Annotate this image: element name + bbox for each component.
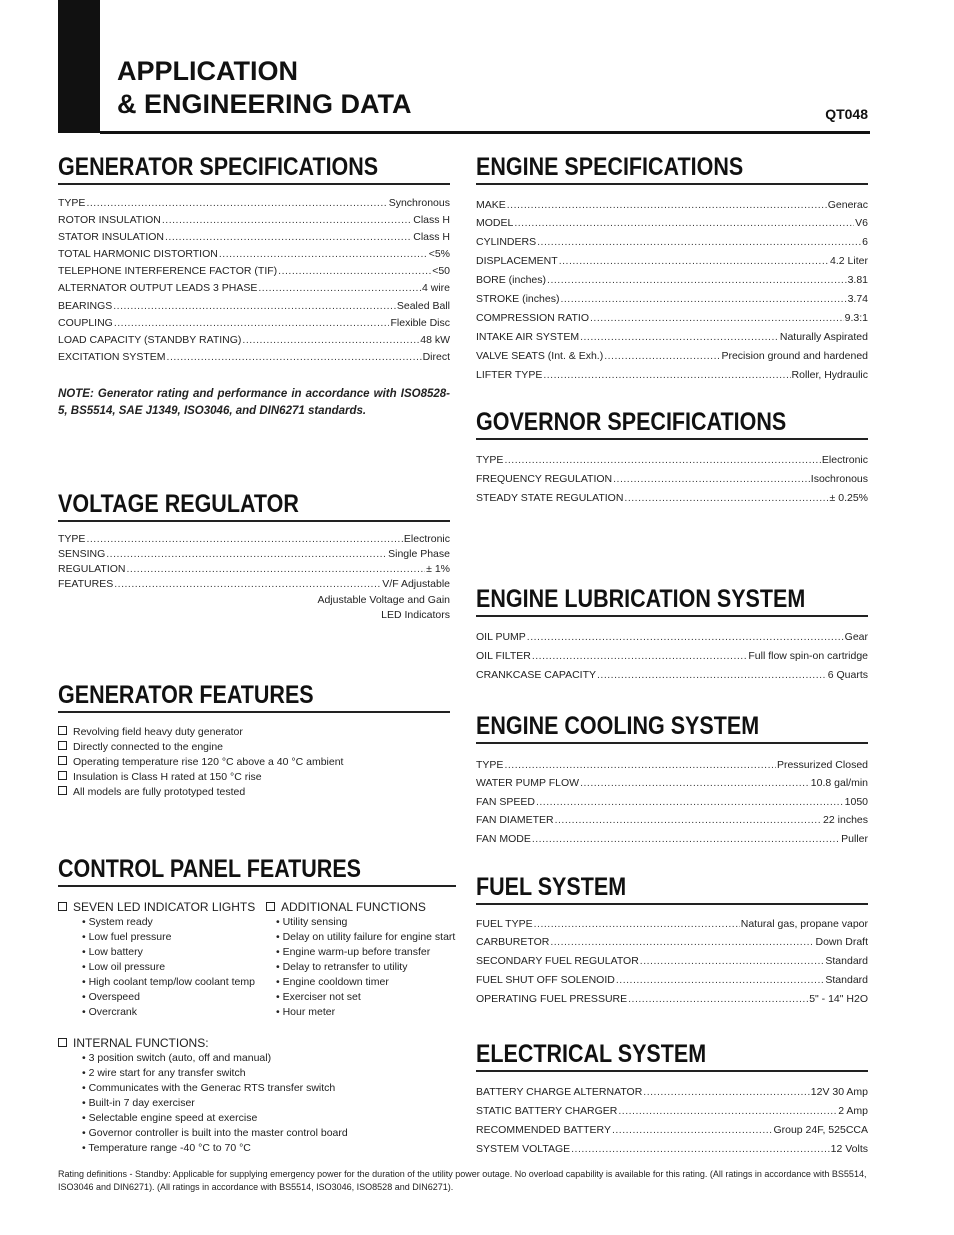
spec-value: 2 Amp	[838, 1104, 868, 1117]
spec-row	[476, 236, 868, 255]
spec-row	[476, 293, 868, 312]
spec-value: Electronic	[403, 532, 450, 545]
spec-label: FEATURES	[58, 577, 114, 590]
spec-row	[58, 265, 450, 282]
spec-value: 12V 30 Amp	[810, 1085, 868, 1098]
spec-value: Down Draft	[815, 936, 868, 949]
section-title: ENGINE SPECIFICATIONS	[476, 153, 744, 181]
spec-value: 3.81	[847, 274, 868, 287]
list-item: • Selectable engine speed at exercise	[72, 1111, 456, 1126]
spec-label: LOAD CAPACITY (STANDBY RATING)	[58, 334, 242, 346]
spec-row	[476, 473, 868, 492]
dot-leader	[242, 334, 419, 346]
dot-leader	[624, 492, 828, 504]
spec-value: Single Phase	[388, 547, 450, 560]
spec-value: Direct	[422, 351, 450, 364]
spec-row	[476, 331, 868, 350]
column-heading: INTERNAL FUNCTIONS:	[58, 1035, 456, 1051]
spec-row	[476, 1105, 868, 1124]
dot-leader	[278, 265, 431, 277]
spec-row	[58, 231, 450, 248]
list-item: • Overspeed	[72, 990, 255, 1005]
dot-leader	[106, 548, 387, 560]
dot-leader	[167, 351, 422, 363]
spec-label: ALTERNATOR OUTPUT LEADS 3 PHASE	[58, 282, 258, 295]
internal-list	[58, 1051, 456, 1156]
spec-label: TYPE	[58, 532, 86, 545]
spec-row	[58, 282, 450, 299]
spec-value: Electronic	[821, 453, 868, 466]
list-item: • High coolant temp/low coolant temp	[72, 975, 255, 990]
spec-label: OIL PUMP	[476, 630, 526, 643]
spec-value: Precision ground and hardened	[721, 349, 868, 362]
spec-value: 10.8 gal/min	[810, 777, 868, 789]
dot-leader	[580, 331, 779, 343]
spec-value: Puller	[841, 832, 868, 845]
dot-leader	[86, 533, 402, 545]
dot-leader	[114, 578, 381, 590]
spec-label: TYPE	[476, 758, 504, 771]
dot-leader	[504, 454, 820, 466]
spec-label: TYPE	[58, 196, 86, 209]
spec-label: FREQUENCY REGULATION	[476, 472, 613, 485]
control-panel-columns	[58, 899, 456, 1027]
spec-row	[476, 993, 868, 1012]
section-rule	[58, 885, 456, 887]
internal-functions	[58, 1035, 456, 1156]
list-item: • Engine warm-up before transfer	[266, 945, 455, 960]
spec-label: LIFTER TYPE	[476, 368, 543, 381]
spec-row	[476, 936, 868, 955]
spec-row	[476, 274, 868, 293]
dot-leader	[113, 300, 396, 312]
spec-label: OPERATING FUEL PRESSURE	[476, 992, 628, 1005]
feature-item: Insulation is Class H rated at 150 °C rise	[58, 770, 450, 785]
checkbox-icon	[266, 902, 275, 911]
feature-item: Revolving field heavy duty generator	[58, 725, 450, 740]
led-indicator-column	[58, 899, 255, 1020]
spec-value: ± 0.25%	[829, 491, 868, 504]
spec-value: Roller, Hydraulic	[791, 368, 868, 381]
spec-row	[58, 351, 450, 368]
governor-specifications-section	[476, 407, 868, 511]
spec-row	[58, 578, 450, 593]
spec-list	[58, 533, 450, 593]
feature-item: All models are fully prototyped tested	[58, 785, 450, 800]
spec-label: FAN SPEED	[476, 795, 535, 808]
section-rule	[476, 183, 868, 185]
spec-row	[476, 217, 868, 236]
checkbox-icon	[58, 726, 67, 735]
spec-value: V/F Adjustable	[382, 577, 450, 590]
spec-list	[476, 1086, 868, 1162]
spec-value: Flexible Disc	[390, 316, 450, 329]
spec-row	[476, 650, 868, 669]
generator-specifications-section	[58, 152, 450, 420]
spec-label: CYLINDERS	[476, 236, 537, 249]
checkbox-icon	[58, 786, 67, 795]
spec-row	[476, 974, 868, 993]
spec-value: 12 Volts	[830, 1142, 868, 1155]
extra-feature: Adjustable Voltage and Gain	[317, 593, 450, 606]
checkbox-icon	[58, 741, 67, 750]
spec-label: WATER PUMP FLOW	[476, 777, 580, 789]
list-item: • Communicates with the Generac RTS transfer switch	[72, 1081, 456, 1096]
column-heading: ADDITIONAL FUNCTIONS	[266, 899, 455, 915]
spec-label: TELEPHONE INTERFERENCE FACTOR (TIF)	[58, 265, 278, 278]
dot-leader	[550, 936, 814, 948]
list-item: • Delay to retransfer to utility	[266, 960, 455, 975]
spec-value: 5" - 14" H2O	[809, 992, 868, 1005]
dot-leader	[612, 1124, 772, 1136]
spec-row	[58, 248, 450, 265]
spec-row	[476, 814, 868, 833]
spec-list	[476, 759, 868, 852]
section-rule	[476, 903, 868, 905]
dot-leader	[616, 974, 825, 986]
page-title	[117, 55, 412, 121]
spec-row	[476, 199, 868, 218]
spec-row	[58, 317, 450, 334]
dot-leader	[114, 317, 390, 329]
header-rule	[100, 131, 870, 134]
extra-feature: LED Indicators	[381, 608, 450, 621]
spec-row	[476, 492, 868, 511]
dot-leader	[571, 1143, 829, 1155]
section-title: GOVERNOR SPECIFICATIONS	[476, 408, 787, 436]
title-line-2: & ENGINEERING DATA	[117, 89, 412, 119]
spec-value: Standard	[825, 973, 868, 986]
feature-list	[58, 725, 450, 800]
spec-label: VALVE SEATS (Int. & Exh.)	[476, 349, 604, 362]
section-title: ENGINE LUBRICATION SYSTEM	[476, 585, 806, 613]
spec-label: STATOR INSULATION	[58, 230, 164, 243]
spec-value: Class H	[413, 230, 450, 243]
spec-label: CARBURETOR	[476, 936, 550, 949]
section-rule	[476, 742, 868, 744]
spec-value: Full flow spin-on cartridge	[748, 649, 868, 662]
list-item: • Exerciser not set	[266, 990, 455, 1005]
spec-row	[476, 833, 868, 852]
section-title: GENERATOR SPECIFICATIONS	[58, 153, 379, 181]
dot-leader	[126, 563, 425, 575]
spec-row	[476, 796, 868, 815]
spec-label: COMPRESSION RATIO	[476, 311, 589, 324]
spec-row	[476, 955, 868, 974]
list-item: • Governor controller is built into the master control board	[72, 1126, 456, 1141]
section-title: CONTROL PANEL FEATURES	[58, 855, 362, 883]
spec-value: Generac	[827, 198, 868, 211]
spec-label: BATTERY CHARGE ALTERNATOR	[476, 1085, 643, 1098]
dot-leader	[590, 312, 844, 324]
list-item: • System ready	[72, 915, 255, 930]
list-item: • Low oil pressure	[72, 960, 255, 975]
dot-leader	[165, 231, 412, 243]
list-item: • Temperature range -40 °C to 70 °C	[72, 1141, 456, 1156]
dot-leader	[258, 282, 421, 294]
spec-label: CRANKCASE CAPACITY	[476, 668, 596, 681]
spec-label: FAN MODE	[476, 832, 531, 845]
engine-specifications-section	[476, 152, 868, 387]
engine-cooling-section	[476, 711, 868, 851]
list-item: • Low fuel pressure	[72, 930, 255, 945]
spec-label: OIL FILTER	[476, 649, 531, 662]
spec-row	[476, 369, 868, 388]
dot-leader	[559, 255, 829, 267]
dot-leader	[86, 197, 387, 209]
spec-value: Sealed Ball	[396, 299, 450, 312]
spec-label: EXCITATION SYSTEM	[58, 351, 166, 364]
spec-value: Natural gas, propane vapor	[740, 917, 868, 930]
spec-label: SECONDARY FUEL REGULATOR	[476, 955, 639, 968]
spec-label: REGULATION	[58, 562, 126, 575]
spec-row	[476, 777, 868, 796]
spec-value: V6	[855, 217, 868, 230]
spec-label: DISPLACEMENT	[476, 255, 558, 268]
dot-leader	[543, 369, 790, 381]
functions-list	[266, 915, 455, 1020]
control-panel-features-section	[58, 854, 456, 1156]
dot-leader	[547, 274, 847, 286]
dot-leader	[527, 631, 844, 643]
spec-row	[58, 214, 450, 231]
section-rule	[476, 438, 868, 440]
spec-value: 48 kW	[420, 334, 450, 346]
spec-row	[58, 334, 450, 351]
list-item: • Engine cooldown timer	[266, 975, 455, 990]
spec-label: STEADY STATE REGULATION	[476, 491, 624, 504]
standards-note: NOTE: Generator rating and performance in accordance with ISO8528-5, BS5514, SAE J1349, ISO3046, and DIN6271 standards.	[58, 388, 450, 418]
spec-row	[476, 454, 868, 473]
spec-label: MAKE	[476, 198, 506, 211]
dot-leader	[560, 293, 846, 305]
list-item: • Utility sensing	[266, 915, 455, 930]
section-rule	[58, 711, 450, 713]
dot-leader	[532, 650, 748, 662]
spec-value: 4 wire	[421, 282, 450, 295]
dot-leader	[604, 350, 720, 362]
spec-value: Naturally Aspirated	[779, 330, 868, 343]
spec-row	[476, 669, 868, 688]
document-id: QT048	[825, 106, 868, 122]
spec-value: 22 inches	[823, 814, 868, 826]
spec-label: FUEL SHUT OFF SOLENOID	[476, 973, 615, 986]
header-black-bar	[58, 0, 100, 133]
spec-row	[476, 759, 868, 778]
spec-value: Class H	[413, 213, 450, 226]
dot-leader	[643, 1086, 809, 1098]
section-title: ELECTRICAL SYSTEM	[476, 1040, 707, 1068]
section-rule	[476, 615, 868, 617]
spec-row	[58, 533, 450, 548]
spec-value: Pressurized Closed	[776, 758, 868, 771]
spec-list	[476, 199, 868, 388]
spec-row	[58, 300, 450, 317]
regulator-extra-features	[58, 593, 450, 623]
dot-leader	[507, 199, 827, 211]
checkbox-icon	[58, 771, 67, 780]
spec-list	[476, 631, 868, 688]
list-item: • Overcrank	[72, 1005, 255, 1020]
spec-label: BEARINGS	[58, 299, 113, 312]
spec-label: STATIC BATTERY CHARGER	[476, 1104, 618, 1117]
dot-leader	[532, 833, 840, 845]
list-item: • Delay on utility failure for engine start	[266, 930, 455, 945]
checkbox-icon	[58, 756, 67, 765]
section-title: VOLTAGE REGULATOR	[58, 490, 299, 518]
section-rule	[58, 520, 450, 522]
spec-row	[476, 255, 868, 274]
spec-label: ROTOR INSULATION	[58, 213, 161, 226]
spec-label: FUEL TYPE	[476, 917, 533, 930]
spec-row	[58, 548, 450, 563]
engine-lubrication-section	[476, 584, 868, 688]
spec-row	[476, 918, 868, 937]
dot-leader	[640, 955, 825, 967]
additional-functions-column	[266, 899, 455, 1020]
dot-leader	[537, 236, 861, 248]
spec-value: 9.3:1	[844, 311, 868, 324]
dot-leader	[162, 214, 412, 226]
spec-label: SYSTEM VOLTAGE	[476, 1142, 571, 1155]
spec-row	[58, 563, 450, 578]
spec-value: Standard	[825, 955, 868, 968]
spec-label: SENSING	[58, 547, 106, 560]
spec-value: Synchronous	[388, 196, 450, 209]
spec-label: MODEL	[476, 217, 514, 230]
feature-item: Directly connected to the engine	[58, 740, 450, 755]
spec-label: RECOMMENDED BATTERY	[476, 1123, 611, 1136]
spec-value: 6	[862, 236, 868, 249]
electrical-system-section	[476, 1039, 868, 1162]
spec-row	[476, 631, 868, 650]
spec-value: 6 Quarts	[827, 668, 868, 681]
spec-value: ± 1%	[426, 562, 450, 575]
dot-leader	[618, 1105, 837, 1117]
spec-label: FAN DIAMETER	[476, 814, 554, 826]
dot-leader	[219, 248, 428, 260]
list-item: • 3 position switch (auto, off and manual)	[72, 1051, 456, 1066]
spec-row	[476, 1086, 868, 1105]
spec-value: 4.2 Liter	[830, 255, 868, 268]
spec-value: Gear	[844, 630, 868, 643]
dot-leader	[536, 796, 844, 808]
spec-row	[476, 350, 868, 369]
spec-label: BORE (inches)	[476, 274, 547, 287]
spec-value: <5%	[428, 248, 450, 261]
spec-value: <50	[432, 265, 450, 278]
rating-definitions-footer: Rating definitions - Standby: Applicable for supplying emergency power for the duration of the utility power outage. No overload capability is available for this rating. (All ratings in accordance with BS5514, ISO3046 and DIN6271). (All ratings in accordance with BS5514, ISO3046, ISO8528 and DIN6271).	[58, 1169, 867, 1192]
voltage-regulator-section	[58, 489, 450, 623]
spec-value: Group 24F, 525CCA	[773, 1123, 868, 1136]
spec-value: 3.74	[847, 292, 868, 305]
title-line-1: APPLICATION	[117, 56, 298, 86]
spec-label: TOTAL HARMONIC DISTORTION	[58, 248, 218, 261]
feature-item: Operating temperature rise 120 °C above a 40 °C ambient	[58, 755, 450, 770]
list-item: • Low battery	[72, 945, 255, 960]
spec-list	[476, 454, 868, 511]
dot-leader	[628, 993, 808, 1005]
list-item: • 2 wire start for any transfer switch	[72, 1066, 456, 1081]
spec-label: STROKE (inches)	[476, 292, 560, 305]
list-item: • Built-in 7 day exerciser	[72, 1096, 456, 1111]
section-rule	[58, 183, 450, 185]
section-title: GENERATOR FEATURES	[58, 681, 314, 709]
spec-label: INTAKE AIR SYSTEM	[476, 330, 580, 343]
dot-leader	[504, 759, 776, 771]
section-rule	[476, 1070, 868, 1072]
section-title: ENGINE COOLING SYSTEM	[476, 712, 760, 740]
dot-leader	[555, 814, 822, 826]
spec-row	[476, 1143, 868, 1162]
spec-value: Isochronous	[810, 472, 868, 485]
checkbox-icon	[58, 1038, 67, 1047]
fuel-system-section	[476, 872, 868, 1011]
spec-label: COUPLING	[58, 316, 113, 329]
spec-row	[476, 312, 868, 331]
spec-list	[476, 918, 868, 1012]
spec-label: TYPE	[476, 453, 504, 466]
spec-list	[58, 197, 450, 369]
spec-value: 1050	[844, 795, 868, 808]
checkbox-icon	[58, 902, 67, 911]
dot-leader	[514, 217, 854, 229]
column-heading: SEVEN LED INDICATOR LIGHTS	[58, 899, 255, 915]
section-title: FUEL SYSTEM	[476, 873, 627, 901]
spec-row	[58, 197, 450, 214]
dot-leader	[613, 473, 810, 485]
dot-leader	[580, 777, 810, 789]
generator-features-section	[58, 680, 450, 800]
led-list	[58, 915, 255, 1020]
spec-row	[476, 1124, 868, 1143]
list-item: • Hour meter	[266, 1005, 455, 1020]
dot-leader	[597, 669, 827, 681]
dot-leader	[534, 918, 740, 930]
